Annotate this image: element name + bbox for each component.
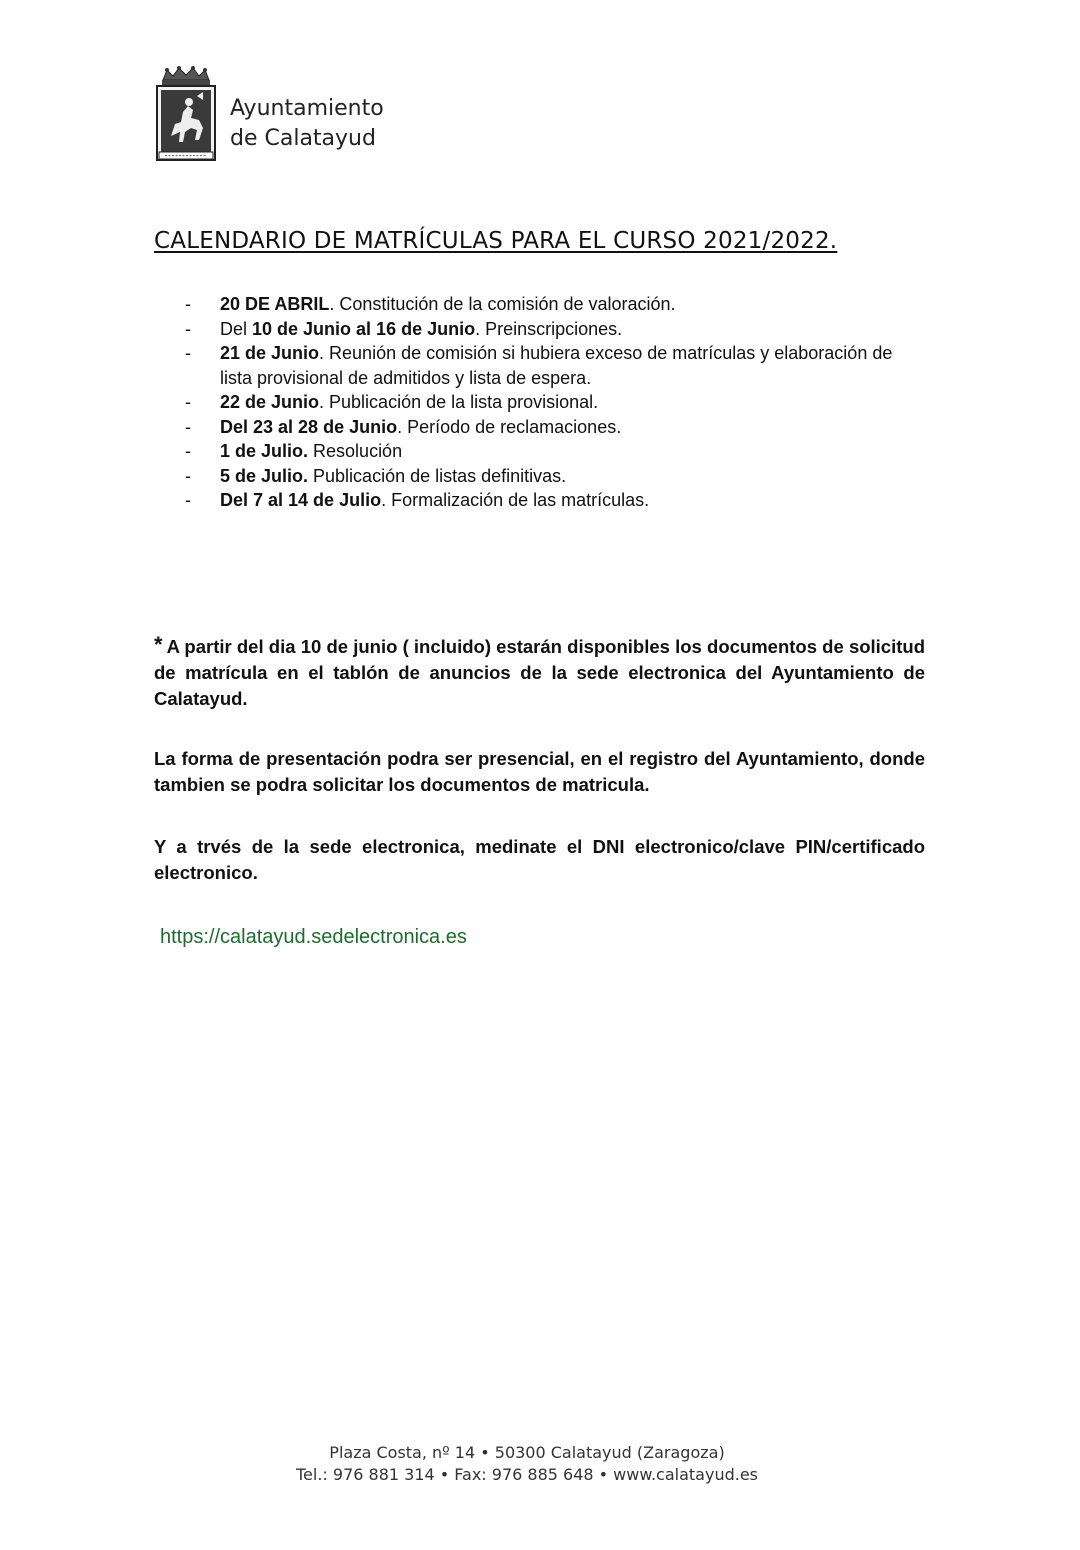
list-item: - Del 7 al 14 de Julio. Formalización de las matrículas. [185, 490, 650, 510]
list-item-text: . Reunión de comisión si hubiera exceso de matrículas y elaboración de lista provisional de admitidos y lista de espera. [220, 343, 893, 388]
note-documents-availability [154, 632, 925, 712]
note-text: A partir del dia 10 de junio ( incluido) estarán disponibles los documentos de solicitud de matrícula en el tablón de anuncios de la sede electronica del Ayuntamiento de Calatayud. [154, 636, 925, 709]
list-item-date: Del 23 al 28 de Junio [220, 416, 398, 437]
list-item-date: 5 de Julio. [220, 465, 309, 486]
asterisk-icon: * [154, 632, 163, 657]
list-item-text: . Formalización de las matrículas. [381, 490, 650, 510]
footer-address: Plaza Costa, nº 14 • 50300 Calatayud (Zaragoza) [329, 1443, 725, 1462]
list-item-text: Resolución [308, 441, 403, 461]
note-electronic-submission: Y a trvés de la sede electronica, medinate el DNI electronico/clave PIN/certificado electronico. [154, 836, 925, 883]
list-item-date: 10 de Junio al 16 de Junio [252, 318, 476, 339]
list-item: - 22 de Junio. Publicación de la lista provisional. [185, 392, 599, 412]
list-item: - 21 de Junio. Reunión de comisión si hubiera exceso de matrículas y elaboración de lista provisional de admitidos y lista de espera. [185, 343, 893, 388]
list-item-date: 21 de Junio [220, 343, 320, 363]
note-in-person-submission: La forma de presentación podra ser presencial, en el registro del Ayuntamiento, donde tambien se podra solicitar los documentos de matricula. [154, 748, 925, 795]
list-item-date: 1 de Julio. [220, 441, 309, 461]
list-item-text: . Período de reclamaciones. [397, 416, 622, 437]
list-item: - 1 de Julio. Resolución [185, 441, 403, 461]
list-item-date: 20 DE ABRIL [220, 294, 330, 314]
footer-contact: Tel.: 976 881 314 • Fax: 976 885 648 • www.calatayud.es [295, 1465, 759, 1484]
list-item-date: Del 7 al 14 de Julio [220, 490, 382, 510]
organization-name-line2: de Calatayud [230, 126, 376, 151]
organization-name [230, 94, 384, 154]
document-title: CALENDARIO DE MATRÍCULAS PARA EL CURSO 2021/2022. [154, 228, 838, 254]
schedule-list [180, 292, 920, 513]
list-item-text: . Preinscripciones. [475, 318, 623, 339]
list-item-date: 22 de Junio [220, 392, 320, 412]
list-item: - 5 de Julio. Publicación de listas definitivas. [185, 465, 567, 486]
organization-name-line1: Ayuntamiento [230, 96, 384, 121]
list-item-prefix: Del [220, 318, 253, 339]
list-item: - 20 DE ABRIL. Constitución de la comisión de valoración. [185, 294, 676, 314]
sede-electronica-link[interactable]: https://calatayud.sedelectronica.es [160, 926, 467, 948]
list-item-text: . Constitución de la comisión de valoración. [329, 294, 676, 314]
coat-of-arms-icon [153, 66, 219, 166]
list-item: - Del 10 de Junio al 16 de Junio. Preinscripciones. [185, 318, 623, 339]
list-item: - Del 23 al 28 de Junio. Período de reclamaciones. [185, 416, 622, 437]
list-item-text: . Publicación de la lista provisional. [319, 392, 599, 412]
list-item-text: Publicación de listas definitivas. [308, 465, 567, 486]
